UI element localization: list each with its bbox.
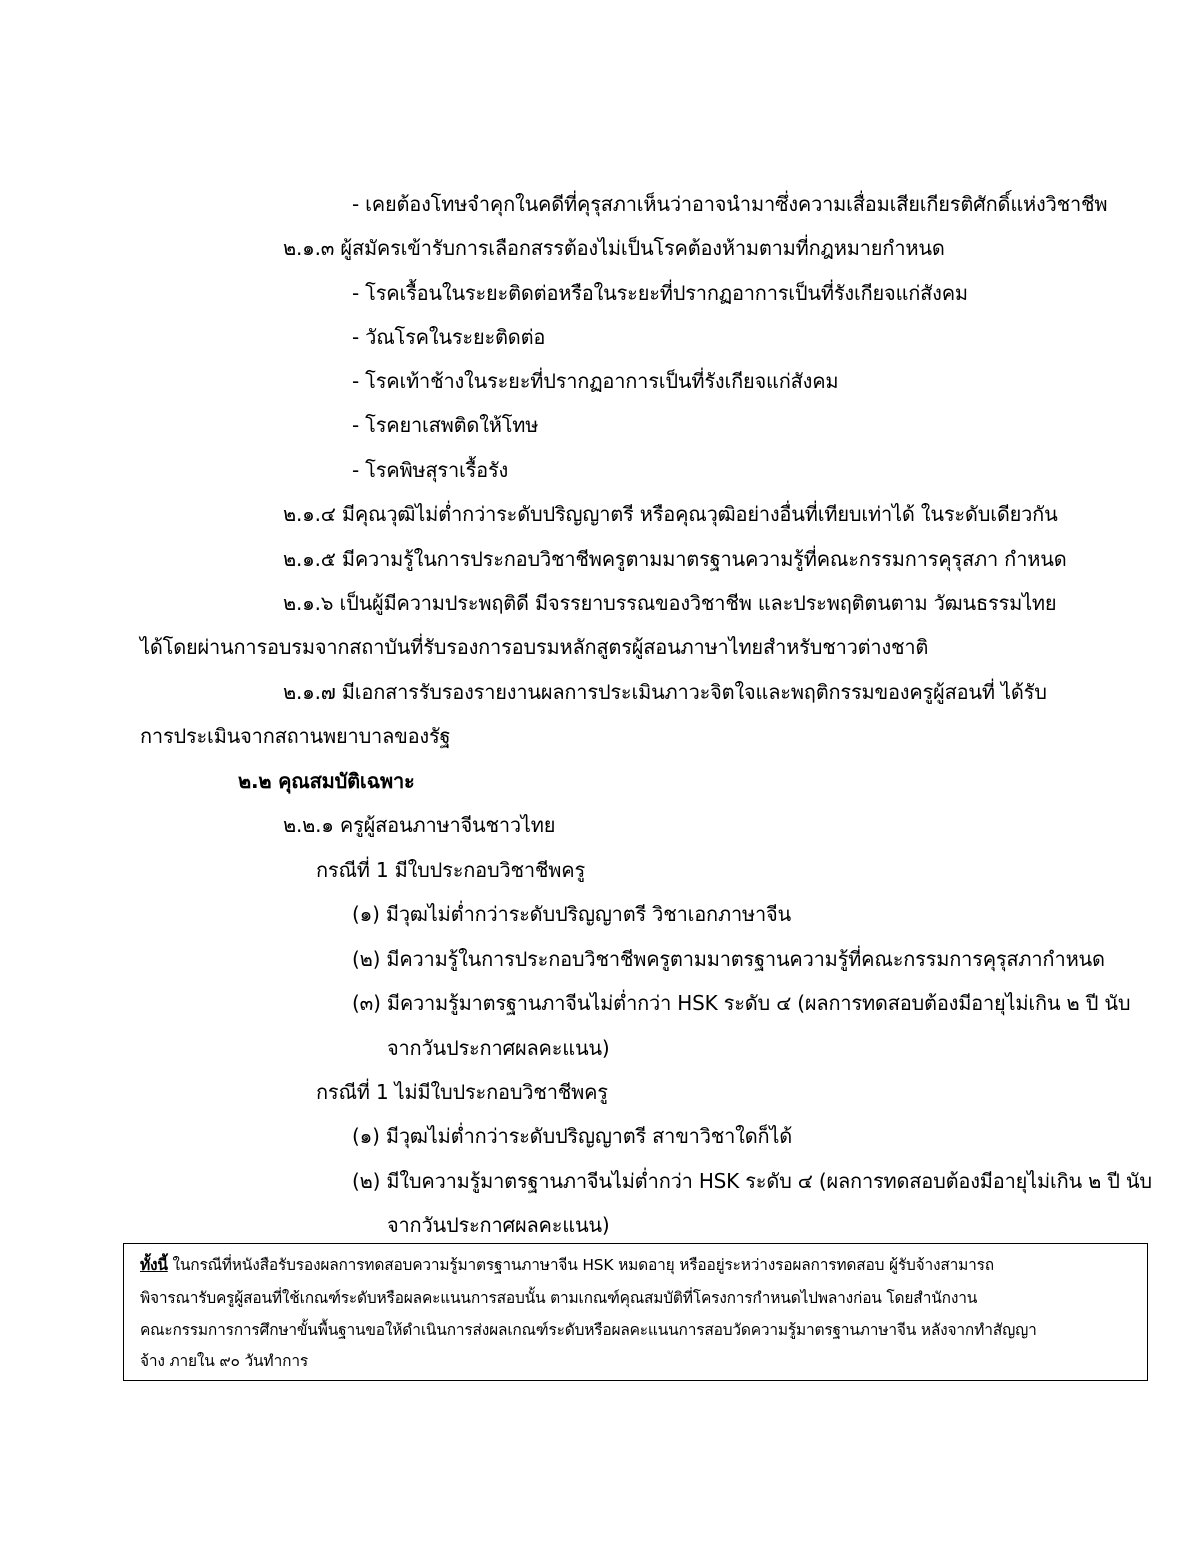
text-line: (๑) มีวุฒไม่ต่ำกว่าระดับปริญญาตรี วิชาเอกภาษาจีน — [352, 902, 791, 926]
note-line — [140, 1254, 994, 1276]
text-line: ๒.๑.๕ มีความรู้ในการประกอบวิชาชีพครูตามมาตรฐานความรู้ที่คณะกรรมการคุรุสภา กำหนด — [283, 547, 1067, 571]
note-box — [123, 1243, 1148, 1381]
text-line: - วัณโรคในระยะติดต่อ — [352, 325, 546, 349]
text-line: ๒.๑.๓ ผู้สมัครเข้ารับการเลือกสรรต้องไม่เป็นโรคต้องห้ามตามที่กฎหมายกำหนด — [283, 236, 945, 260]
text-line: ๒.๑.๔ มีคุณวุฒิไม่ต่ำกว่าระดับปริญญาตรี หรือคุณวุฒิอย่างอื่นที่เทียบเท่าได้ ในระดับเดียวกัน — [283, 502, 1058, 526]
note-line: พิจารณารับครูผู้สอนที่ใช้เกณฑ์ระดับหรือผลคะแนนการสอบนั้น ตามเกณฑ์คุณสมบัติที่โครงการกำหนดไปพลางก่อน โดยสำนักงาน — [140, 1289, 978, 1307]
note-line: จ้าง ภายใน ๙๐ วันทำการ — [140, 1352, 308, 1370]
text-line: - โรคพิษสุราเรื้อรัง — [352, 458, 509, 482]
text-line: ๒.๑.๖ เป็นผู้มีความประพฤติดี มีจรรยาบรรณของวิชาชีพ และประพฤติตนตาม วัฒนธรรมไทย — [283, 591, 1057, 615]
text-line: - โรคเท้าช้างในระยะที่ปรากฏอาการเป็นที่รังเกียจแก่สังคม — [352, 369, 839, 393]
text-line: กรณีที่ 1 มีใบประกอบวิชาชีพครู — [316, 858, 585, 882]
text-line: กรณีที่ 1 ไม่มีใบประกอบวิชาชีพครู — [316, 1080, 608, 1104]
text-line: จากวันประกาศผลคะแนน) — [387, 1213, 610, 1237]
text-line: - โรคเรื้อนในระยะติดต่อหรือในระยะที่ปรากฏอาการเป็นที่รังเกียจแก่สังคม — [352, 281, 968, 305]
text-line: (๑) มีวุฒไม่ต่ำกว่าระดับปริญญาตรี สาขาวิชาใดก็ได้ — [352, 1124, 793, 1148]
text-line: (๒) มีความรู้ในการประกอบวิชาชีพครูตามมาตรฐานความรู้ที่คณะกรรมการคุรุสภากำหนด — [352, 947, 1105, 971]
text-line: ๒.๑.๗ มีเอกสารรับรองรายงานผลการประเมินภาวะจิตใจและพฤติกรรมของครูผู้สอนที่ ได้รับ — [283, 680, 1047, 704]
text-line: ได้โดยผ่านการอบรมจากสถาบันที่รับรองการอบรมหลักสูตรผู้สอนภาษาไทยสำหรับชาวต่างชาติ — [140, 635, 929, 659]
text-line: ๒.๒.๑ ครูผู้สอนภาษาจีนชาวไทย — [283, 813, 556, 837]
text-line: (๓) มีความรู้มาตรฐานภาจีนไม่ต่ำกว่า HSK ระดับ ๔ (ผลการทดสอบต้องมีอายุไม่เกิน ๒ ปี นับ — [352, 991, 1131, 1015]
note-line: คณะกรรมการการศึกษาขั้นพื้นฐานขอให้ดำเนินการส่งผลเกณฑ์ระดับหรือผลคะแนนการสอบวัดความรู้มาตรฐานภาษาจีน หลังจากทำสัญญา — [140, 1321, 1037, 1339]
text-line: จากวันประกาศผลคะแนน) — [387, 1036, 610, 1060]
note-lead: ทั้งนี้ — [140, 1256, 168, 1274]
section-heading: ๒.๒ คุณสมบัติเฉพาะ — [238, 769, 415, 793]
note-text: ในกรณีที่หนังสือรับรองผลการทดสอบความรู้มาตรฐานภาษาจีน HSK หมดอายุ หรืออยู่ระหว่างรอผลการทดสอบ ผู้รับจ้างสามารถ — [167, 1256, 994, 1274]
text-line: การประเมินจากสถานพยาบาลของรัฐ — [140, 724, 451, 748]
text-line: - โรคยาเสพติดให้โทษ — [352, 413, 539, 437]
text-line: (๒) มีใบความรู้มาตรฐานภาจีนไม่ต่ำกว่า HSK ระดับ ๔ (ผลการทดสอบต้องมีอายุไม่เกิน ๒ ปี นับ — [352, 1169, 1152, 1193]
text-line: - เคยต้องโทษจำคุกในคดีที่คุรุสภาเห็นว่าอาจนำมาซึ่งความเสื่อมเสียเกียรติศักดิ์แห่งวิชาชีพ — [352, 192, 1108, 216]
